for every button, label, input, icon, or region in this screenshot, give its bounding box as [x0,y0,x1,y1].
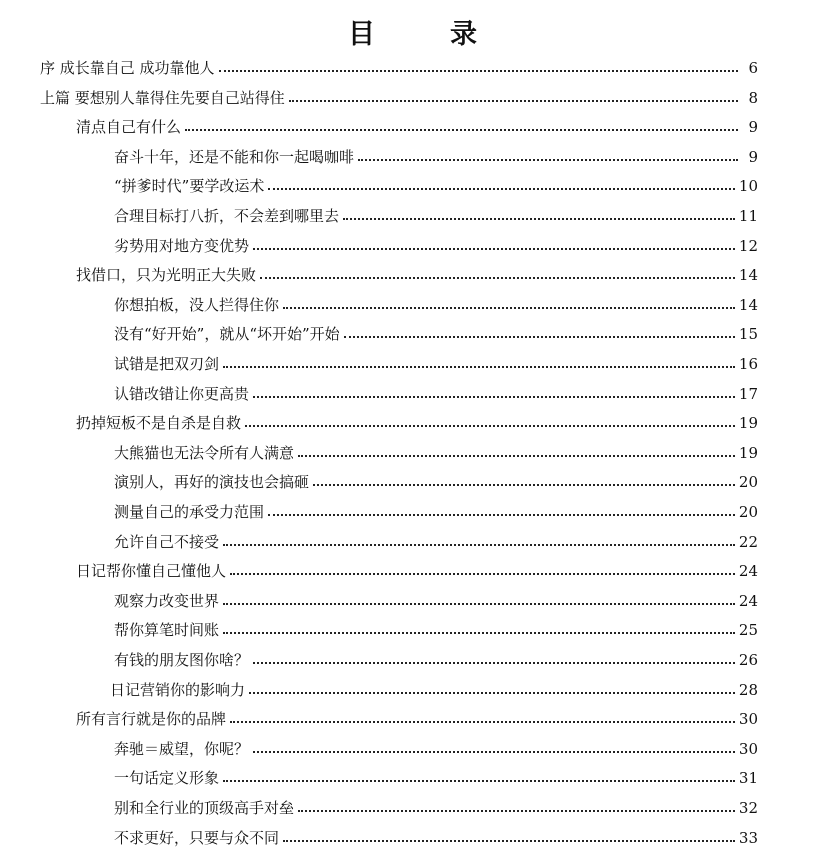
toc-entry[interactable] [114,293,758,317]
dot-leader [253,247,735,250]
toc-entry-page: 32 [738,799,758,817]
toc-entry[interactable] [114,322,758,346]
toc-entry[interactable] [114,382,758,406]
toc-entry-label: 大熊猫也无法令所有人满意 [114,444,295,462]
toc-entry-label: “拼爹时代”要学改运术 [114,177,265,195]
toc-entry-label: 日记帮你懂自己懂他人 [76,562,227,580]
toc-entry[interactable] [114,352,758,376]
toc-entry[interactable] [114,470,758,494]
toc-entry-label: 不求更好，只要与众不同 [114,829,280,847]
toc-entry-page: 14 [738,296,758,314]
toc-entry-label: 劣势用对地方变优势 [114,237,250,255]
dot-leader [313,483,735,486]
toc-entry[interactable] [114,441,758,465]
dot-leader [185,128,738,131]
toc-entry-page: 24 [738,562,758,580]
dot-leader [230,720,735,723]
toc-entry-page: 20 [738,473,758,491]
page-title: 目 录 [348,19,501,50]
toc-entry[interactable] [76,115,758,139]
toc-entry-page: 11 [738,207,758,225]
toc-entry-label: 认错改错让你更高贵 [114,385,250,403]
toc-entry-label: 试错是把双刃剑 [114,355,220,373]
toc-entry-page: 6 [748,59,758,77]
toc-entry[interactable] [40,86,758,110]
toc-entry-label: 有钱的朋友图你啥？ [114,651,250,669]
toc-entry[interactable] [114,500,758,524]
toc-entry-label: 奋斗十年，还是不能和你一起喝咖啡 [114,148,355,166]
toc-entry-page: 10 [738,177,758,195]
toc-entry[interactable] [114,796,758,820]
toc-entry-label: 观察力改变世界 [114,592,220,610]
toc-entry[interactable] [110,678,758,702]
dot-leader [283,306,735,309]
toc-entry[interactable] [76,263,758,287]
toc-entry-label: 序 成长靠自己 成功靠他人 [40,59,215,77]
toc-entry-label: 日记营销你的影响力 [110,681,246,699]
toc-entry-label: 所有言行就是你的品牌 [76,710,227,728]
toc-entry-page: 12 [738,237,758,255]
toc-entry-page: 19 [738,444,758,462]
dot-leader [268,513,735,516]
dot-leader [283,839,735,842]
toc-entry-page: 8 [748,89,758,107]
dot-leader [289,99,738,102]
toc-entry-page: 24 [738,592,758,610]
toc-entry-page: 28 [738,681,758,699]
toc-entry-label: 上篇 要想别人靠得住先要自己站得住 [40,89,285,107]
dot-leader [253,750,735,753]
toc-entry-page: 22 [738,533,758,551]
toc-entry[interactable] [114,618,758,642]
dot-leader [223,631,735,634]
toc-entry[interactable] [76,411,758,435]
toc-entry[interactable] [114,174,758,198]
dot-leader [223,779,735,782]
toc-entry-page: 20 [738,503,758,521]
toc-entry-page: 15 [738,325,758,343]
toc-entry-label: 你想拍板，没人拦得住你 [114,296,280,314]
toc-entry[interactable] [114,234,758,258]
toc-entry-label: 扔掉短板不是自杀是自救 [76,414,242,432]
dot-leader [298,454,735,457]
toc-entry-label: 帮你算笔时间账 [114,621,220,639]
toc-entry-label: 没有“好开始”，就从“坏开始”开始 [114,325,340,343]
dot-leader [253,661,735,664]
toc-entry-label: 一句话定义形象 [114,769,220,787]
toc-entry-page: 30 [738,710,758,728]
toc-entry-page: 9 [748,118,758,136]
dot-leader [219,69,738,72]
dot-leader [268,187,735,190]
toc-entry-page: 25 [738,621,758,639]
toc-entry-page: 16 [738,355,758,373]
toc-entry-page: 9 [748,148,758,166]
toc-entry[interactable] [114,826,758,850]
toc-entry[interactable] [114,204,758,228]
toc-entry[interactable] [40,56,758,80]
dot-leader [344,335,735,338]
toc-entry-page: 14 [738,266,758,284]
toc-entry-page: 30 [738,740,758,758]
dot-leader [343,217,735,220]
dot-leader [223,602,735,605]
dot-leader [358,158,738,161]
toc-entry-page: 26 [738,651,758,669]
toc-entry-page: 19 [738,414,758,432]
toc-entry[interactable] [76,559,758,583]
toc-entry-page: 17 [738,385,758,403]
dot-leader [253,395,735,398]
dot-leader [230,572,735,575]
toc-entry[interactable] [114,737,758,761]
dot-leader [249,691,735,694]
toc-entry-page: 33 [738,829,758,847]
dot-leader [298,809,735,812]
dot-leader [223,365,735,368]
toc-entry-label: 合理目标打八折，不会差到哪里去 [114,207,340,225]
toc-entry[interactable] [114,766,758,790]
toc-entry[interactable] [114,530,758,554]
toc-entry-page: 31 [738,769,758,787]
dot-leader [245,424,735,427]
toc-entry[interactable] [114,145,758,169]
toc-entry-label: 奔驰＝威望，你呢？ [114,740,250,758]
toc-entry-label: 清点自己有什么 [76,118,182,136]
toc-entry[interactable] [114,648,758,672]
toc-entry[interactable] [76,707,758,731]
toc-entry-label: 演别人，再好的演技也会搞砸 [114,473,310,491]
dot-leader [260,276,735,279]
toc-entry-label: 别和全行业的顶级高手对垒 [114,799,295,817]
dot-leader [223,543,735,546]
toc-entry[interactable] [114,589,758,613]
toc-entry-label: 测量自己的承受力范围 [114,503,265,521]
toc-entry-label: 找借口，只为光明正大失败 [76,266,257,284]
toc-entry-label: 允许自己不接受 [114,533,220,551]
